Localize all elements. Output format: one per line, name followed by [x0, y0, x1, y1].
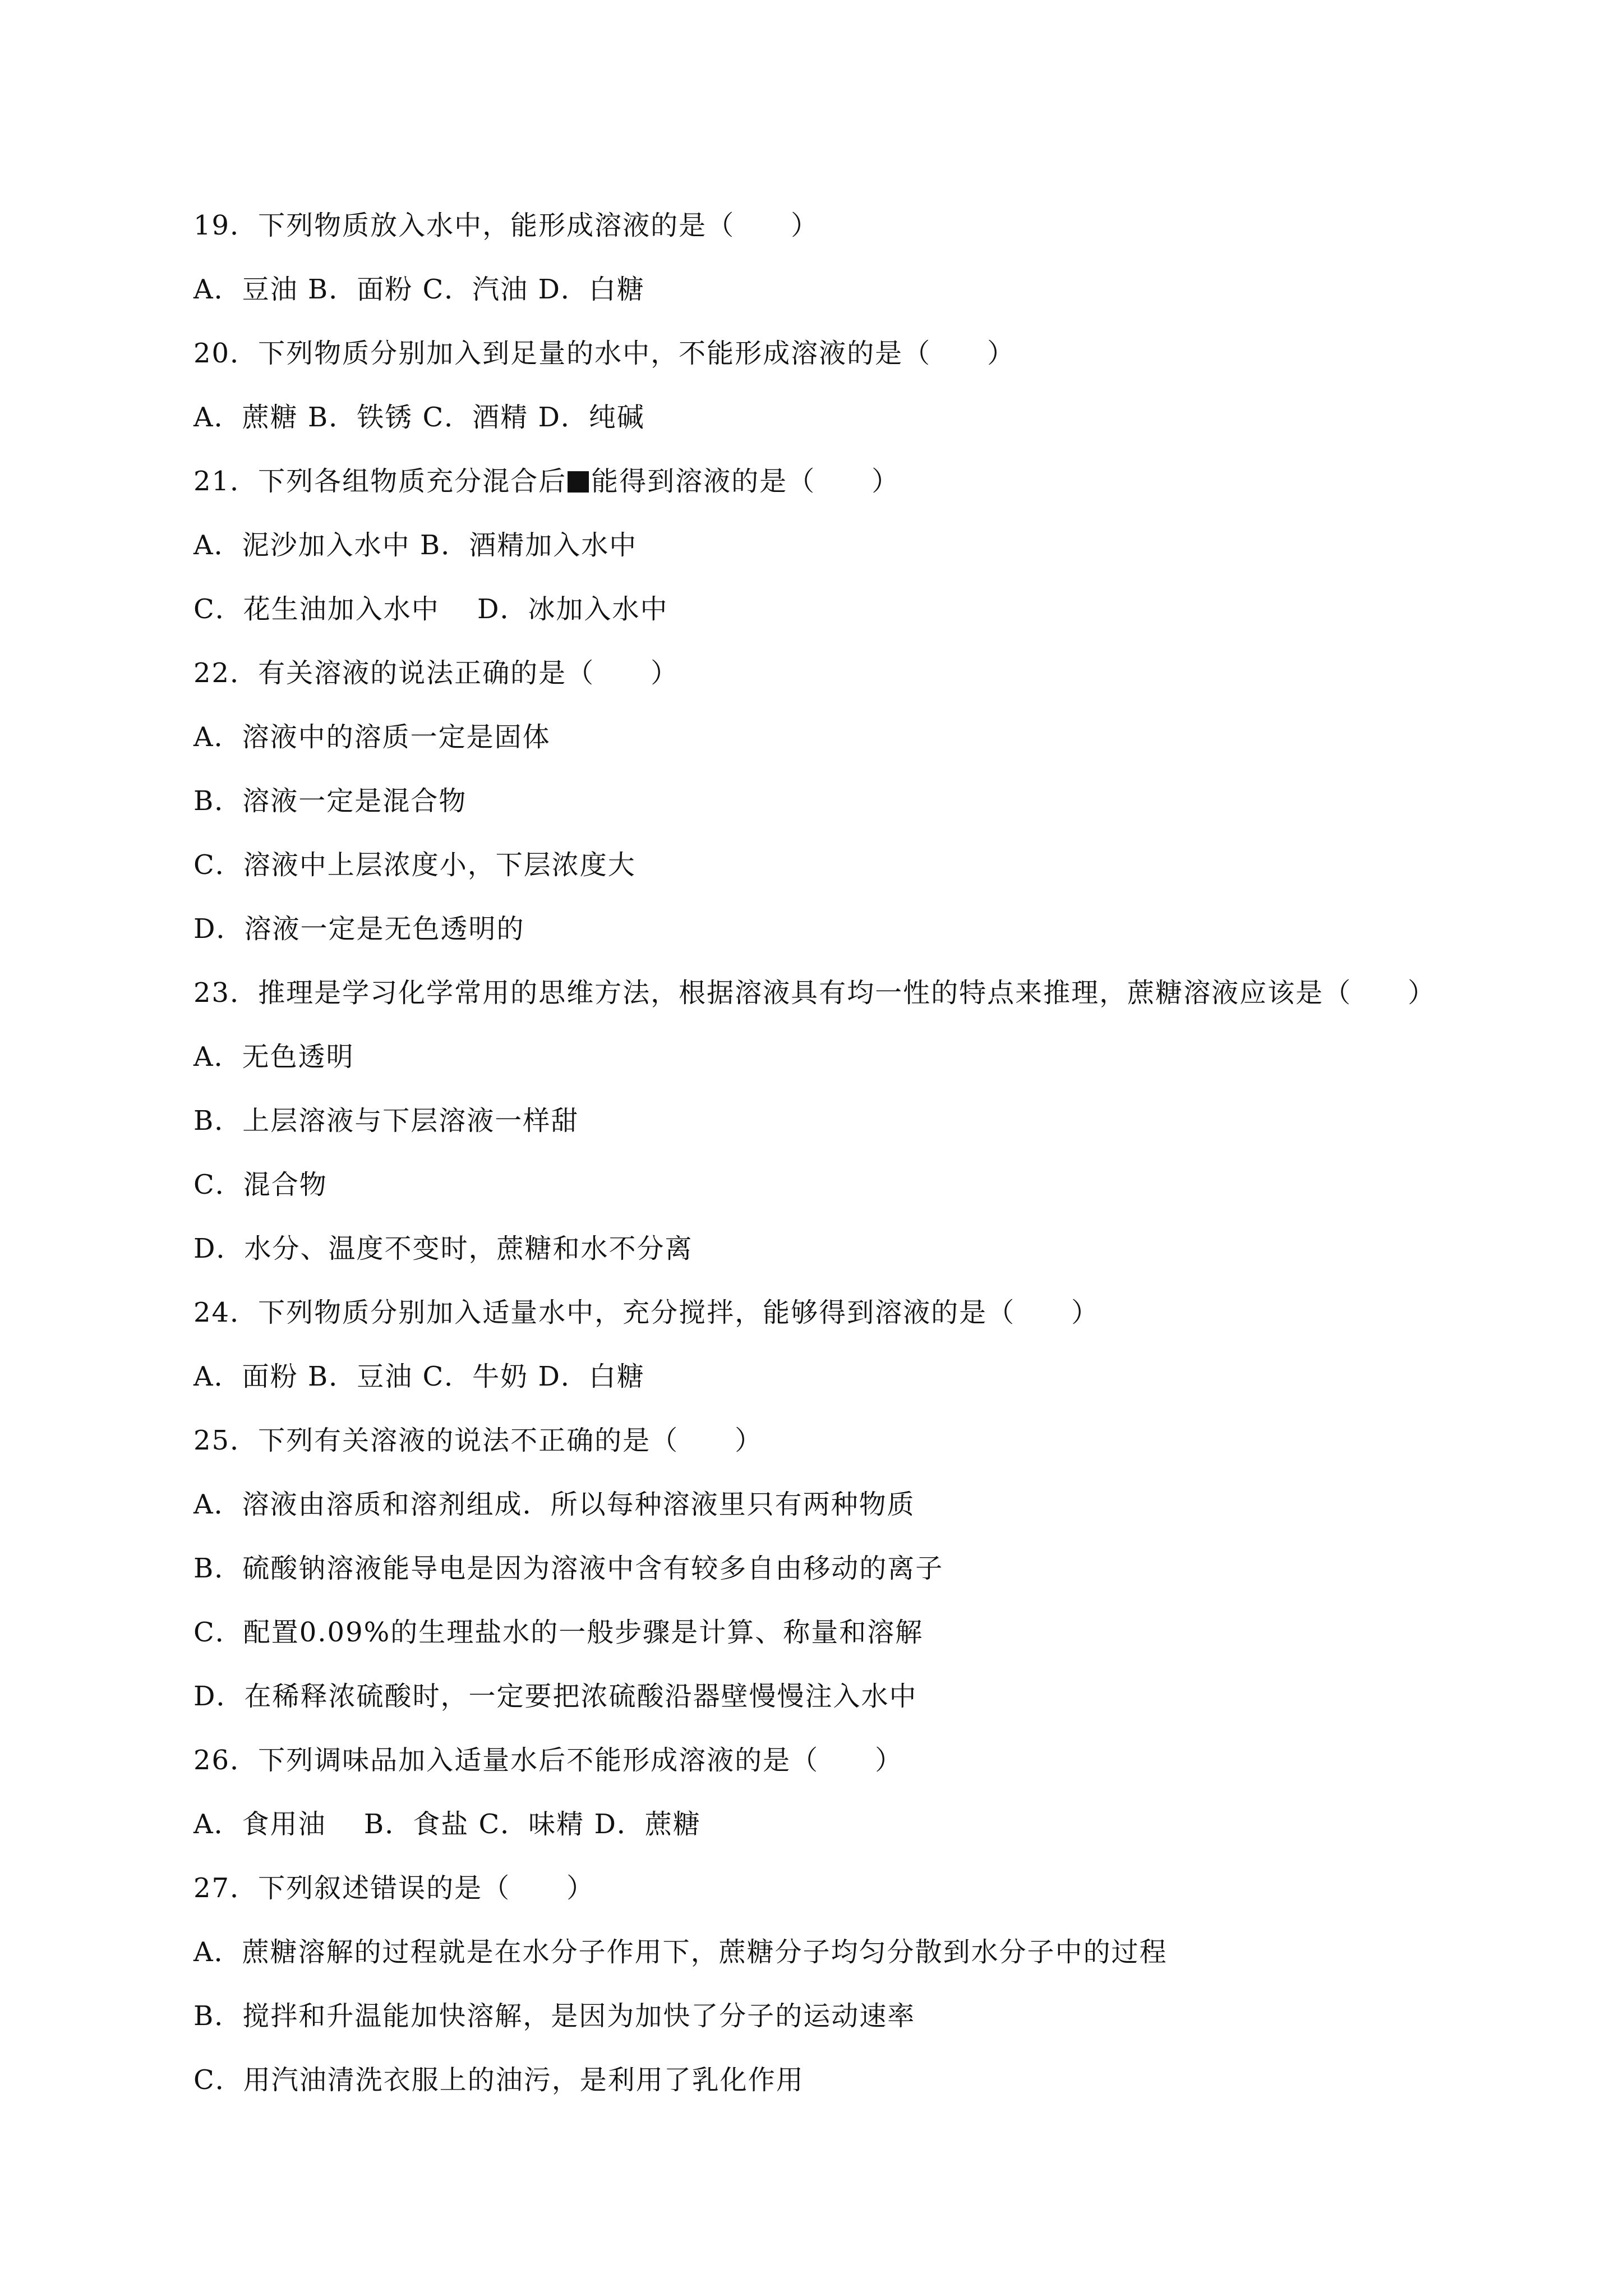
question-22-option-a: A．溶液中的溶质一定是固体 — [193, 721, 551, 753]
question-22: 22．有关溶液的说法正确的是（ ） — [193, 657, 679, 689]
question-24: 24．下列物质分别加入适量水中，充分搅拌，能够得到溶液的是（ ） — [193, 1297, 1100, 1328]
question-20-options: A．蔗糖 B．铁锈 C．酒精 D．纯碱 — [193, 402, 645, 433]
question-24-options: A．面粉 B．豆油 C．牛奶 D．白糖 — [193, 1361, 645, 1392]
question-25-option-c: C．配置0.09%的生理盐水的一般步骤是计算、称量和溶解 — [193, 1617, 924, 1648]
question-27: 27．下列叙述错误的是（ ） — [193, 1872, 595, 1904]
question-21-options-ab: A．泥沙加入水中 B．酒精加入水中 — [193, 530, 638, 561]
question-22-option-b: B．溶液一定是混合物 — [193, 785, 467, 817]
question-22-option-c: C．溶液中上层浓度小，下层浓度大 — [193, 849, 636, 881]
question-21 — [193, 464, 900, 498]
question-25: 25．下列有关溶液的说法不正确的是（ ） — [193, 1425, 763, 1456]
question-23-option-d: D．水分、温度不变时，蔗糖和水不分离 — [193, 1233, 693, 1264]
question-21-part1: 21．下列各组物质充分混合后 — [193, 466, 567, 497]
black-square-mark — [568, 471, 589, 493]
question-27-option-b: B．搅拌和升温能加快溶解，是因为加快了分子的运动速率 — [193, 2000, 916, 2032]
question-25-option-b: B．硫酸钠溶液能导电是因为溶液中含有较多自由移动的离子 — [193, 1553, 944, 1584]
question-22-option-d: D．溶液一定是无色透明的 — [193, 913, 525, 945]
question-23-option-a: A．无色透明 — [193, 1041, 354, 1073]
question-26-options: A．食用油 B．食盐 C．味精 D．蔗糖 — [193, 1809, 701, 1840]
question-20: 20．下列物质分别加入到足量的水中，不能形成溶液的是（ ） — [193, 338, 1016, 369]
question-27-option-a: A．蔗糖溶解的过程就是在水分子作用下，蔗糖分子均匀分散到水分子中的过程 — [193, 1936, 1168, 1968]
question-21-part2: 能得到溶液的是（ ） — [591, 466, 900, 497]
question-19: 19．下列物质放入水中，能形成溶液的是（ ） — [193, 210, 819, 241]
question-19-options: A．豆油 B．面粉 C．汽油 D．白糖 — [193, 274, 645, 305]
question-23-option-c: C．混合物 — [193, 1169, 328, 1200]
question-26: 26．下列调味品加入适量水后不能形成溶液的是（ ） — [193, 1745, 903, 1776]
question-23: 23．推理是学习化学常用的思维方法，根据溶液具有均一性的特点来推理，蔗糖溶液应该是（ ） — [193, 977, 1436, 1009]
question-27-option-c: C．用汽油清洗衣服上的油污，是利用了乳化作用 — [193, 2064, 804, 2096]
question-25-option-d: D．在稀释浓硫酸时，一定要把浓硫酸沿器壁慢慢注入水中 — [193, 1681, 917, 1712]
question-25-option-a: A．溶液由溶质和溶剂组成．所以每种溶液里只有两种物质 — [193, 1489, 915, 1520]
question-23-option-b: B．上层溶液与下层溶液一样甜 — [193, 1105, 579, 1137]
question-21-options-cd: C．花生油加入水中 D．冰加入水中 — [193, 593, 668, 625]
